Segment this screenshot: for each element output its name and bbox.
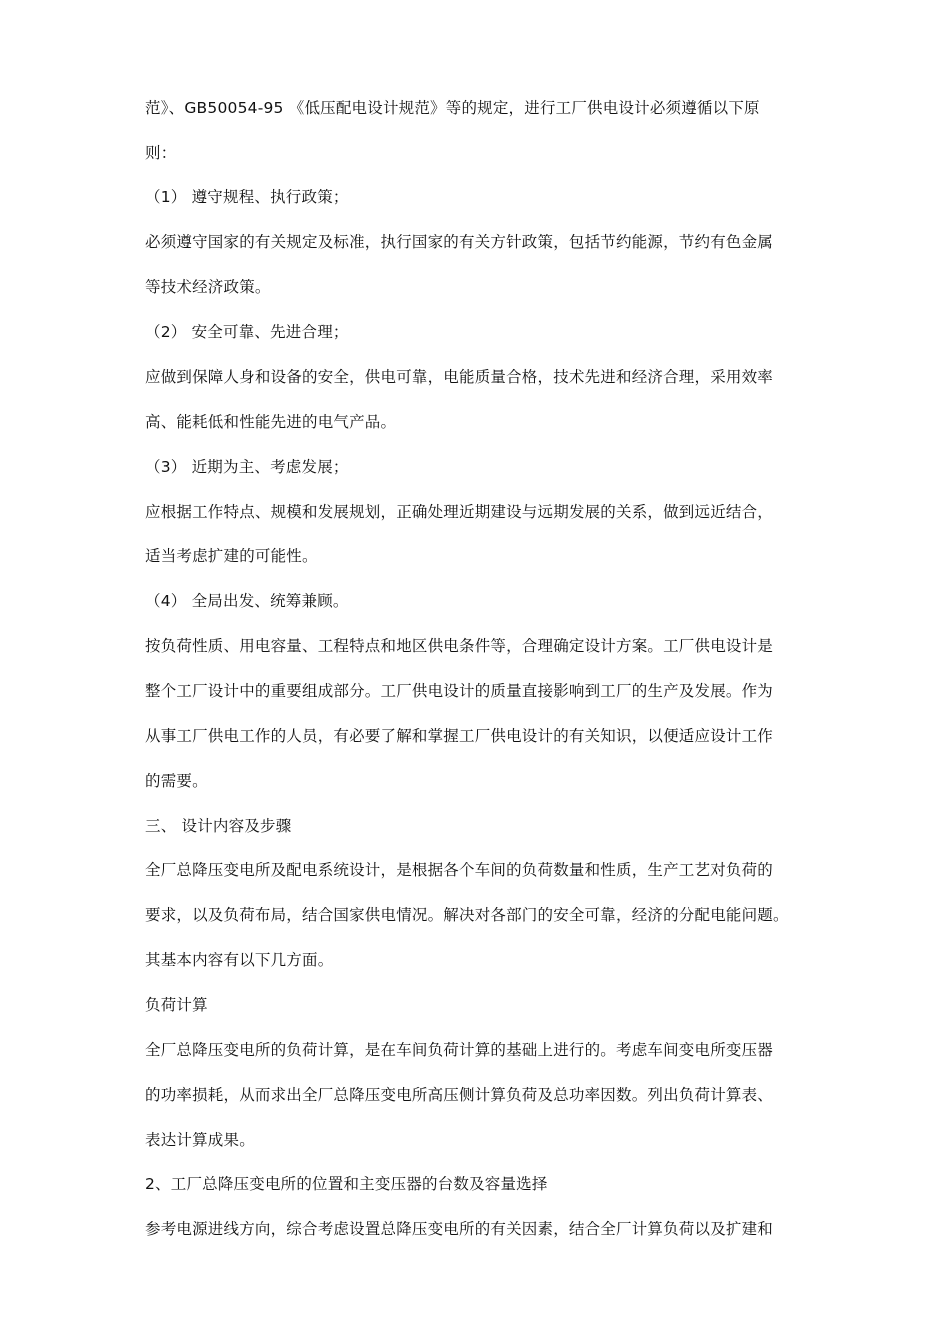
text-line: 应根据工作特点、规模和发展规划，正确处理近期建设与远期发展的关系，做到远近结合， (145, 503, 774, 521)
text-line: 高、能耗低和性能先进的电气产品。 (145, 413, 397, 431)
text-line: 其基本内容有以下几方面。 (145, 951, 334, 969)
text-line: 必须遵守国家的有关规定及标准，执行国家的有关方针政策，包括节约能源，节约有色金属 (145, 233, 774, 251)
text-line: 表达计算成果。 (145, 1131, 255, 1149)
list-item-heading: （2） 安全可靠、先进合理； (145, 323, 349, 341)
text-line: 参考电源进线方向，综合考虑设置总降压变电所的有关因素，结合全厂计算负荷以及扩建和 (145, 1220, 774, 1238)
list-item-heading: （3） 近期为主、考虑发展； (145, 458, 349, 476)
text-line: 按负荷性质、用电容量、工程特点和地区供电条件等，合理确定设计方案。工厂供电设计是 (145, 637, 774, 655)
text-line: 的功率损耗，从而求出全厂总降压变电所高压侧计算负荷及总功率因数。列出负荷计算表、 (145, 1086, 774, 1104)
text-line: 范》、GB50054-95 《低压配电设计规范》等的规定，进行工厂供电设计必须遵循以下原 (145, 99, 760, 117)
list-item-heading: （4） 全局出发、统筹兼顾。 (145, 592, 349, 610)
subsection-heading: 2、工厂总降压变电所的位置和主变压器的台数及容量选择 (145, 1175, 548, 1193)
text-line: 要求，以及负荷布局，结合国家供电情况。解决对各部门的安全可靠，经济的分配电能问题。 (145, 906, 789, 924)
list-item-heading: （1） 遵守规程、执行政策； (145, 188, 349, 206)
text-line: 则： (145, 144, 177, 162)
text-line: 的需要。 (145, 772, 208, 790)
text-line: 全厂总降压变电所及配电系统设计，是根据各个车间的负荷数量和性质，生产工艺对负荷的 (145, 861, 774, 879)
text-line: 全厂总降压变电所的负荷计算，是在车间负荷计算的基础上进行的。考虑车间变电所变压器 (145, 1041, 774, 1059)
subsection-heading: 负荷计算 (145, 996, 208, 1014)
text-line: 从事工厂供电工作的人员，有必要了解和掌握工厂供电设计的有关知识，以便适应设计工作 (145, 727, 774, 745)
section-heading: 三、 设计内容及步骤 (145, 817, 292, 835)
text-line: 应做到保障人身和设备的安全，供电可靠，电能质量合格，技术先进和经济合理，采用效率 (145, 368, 774, 386)
text-line: 整个工厂设计中的重要组成部分。工厂供电设计的质量直接影响到工厂的生产及发展。作为 (145, 682, 774, 700)
text-line: 等技术经济政策。 (145, 278, 271, 296)
text-line: 适当考虑扩建的可能性。 (145, 547, 318, 565)
